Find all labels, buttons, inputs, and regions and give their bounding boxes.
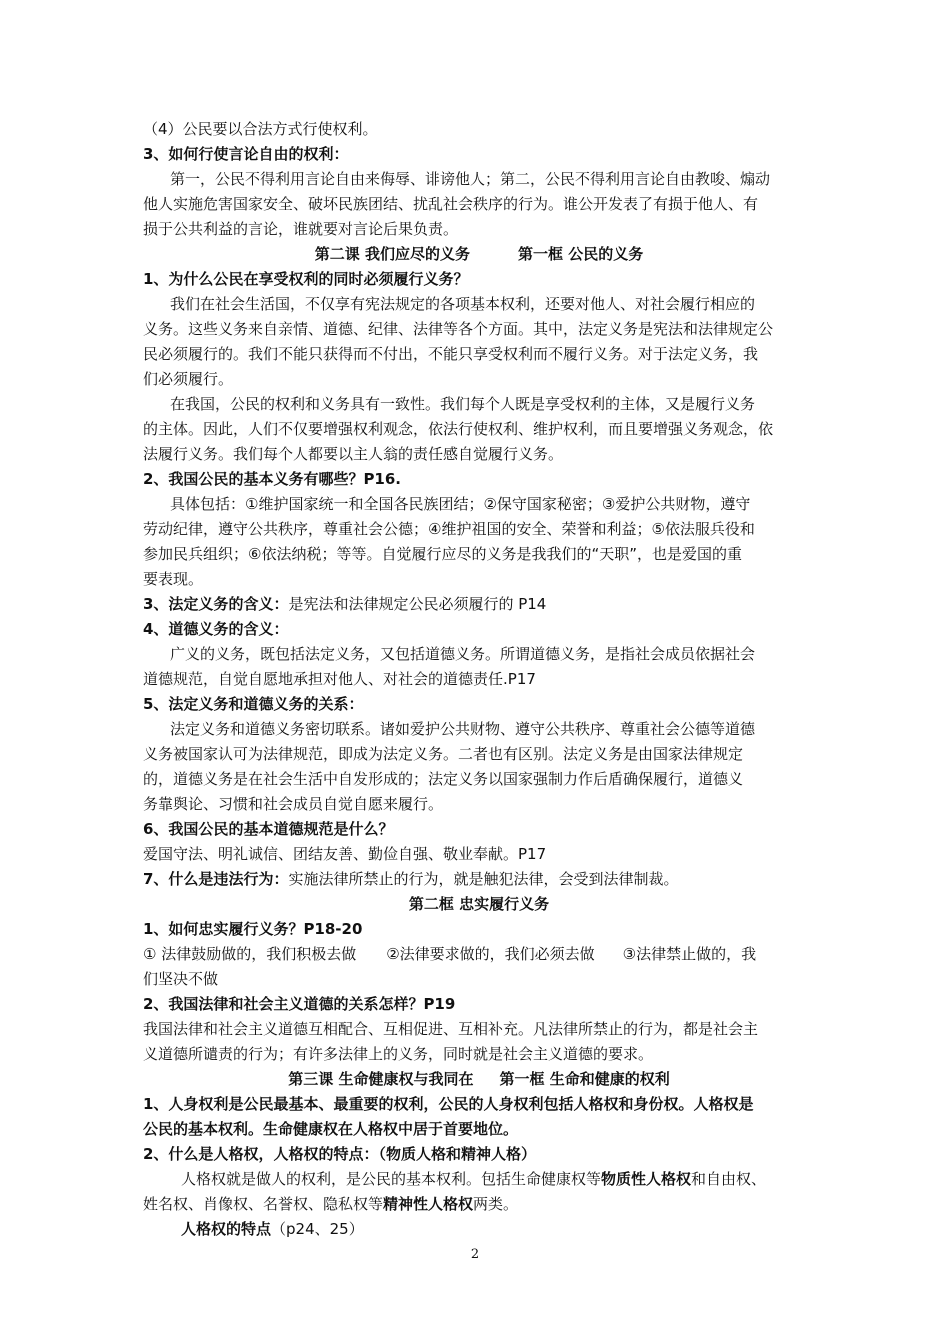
frame-title: 第一框 生命和健康的权利 [499,1070,670,1088]
question-heading: 1、为什么公民在享受权利的同时必须履行义务？ [143,270,469,288]
lesson-title: 第三课 生命健康权与我同在 [288,1070,474,1088]
lesson-title: 第二课 我们应尽的义务 [314,245,470,263]
paragraph-line [143,1167,815,1192]
question-heading: 7、什么是违法行为： [143,870,289,888]
paragraph-line: 法定义务和道德义务密切联系。诸如爱护公共财物、遵守公共秩序、尊重社会公德等道德 [170,720,756,738]
paragraph-line: 义务。这些义务来自亲情、道德、纪律、法律等各个方面。其中，法定义务是宪法和法律规定公 [143,320,774,338]
document-body [143,117,815,1242]
paragraph-line: 他人实施危害国家安全、破坏民族团结、扰乱社会秩序的行为。谁公开发表了有损于他人、有 [143,195,759,213]
paragraph-line: 务靠舆论、习惯和社会成员自觉自愿来履行。 [143,795,444,813]
paragraph-line: 在我国，公民的权利和义务具有一致性。我们每个人既是享受权利的主体，又是履行义务 [170,395,756,413]
paragraph-line: 的主体。因此，人们不仅要增强权利观念，依法行使权利、维护权利，而且要增强义务观念，依 [143,420,774,438]
page-number: 2 [470,1247,480,1262]
paragraph-line: 要表现。 [143,570,204,588]
paragraph-line: 损于公共利益的言论，谁就要对言论后果负责。 [143,220,459,238]
paragraph-line: 道德规范，自觉自愿地承担对他人、对社会的道德责任.P17 [143,670,536,688]
question-line [143,592,815,617]
question-heading: 2、我国公民的基本义务有哪些？P16. [143,470,402,488]
list-item: ① 法律鼓励做的，我们积极去做 [143,945,357,963]
paragraph-line: 义道德所谴责的行为；有许多法律上的义务，同时就是社会主义道德的要求。 [143,1045,654,1063]
section-title [143,1067,815,1092]
question-heading: 5、法定义务和道德义务的关系： [143,695,364,713]
paragraph-line [143,1217,815,1242]
paragraph-line [143,1192,815,1217]
paragraph-line: 的，道德义务是在社会生活中自发形成的；法定义务以国家强制力作后盾确保履行，道德义 [143,770,744,788]
question-heading: 6、我国公民的基本道德规范是什么？ [143,820,394,838]
paragraph-line: 我国法律和社会主义道德互相配合、互相促进、互相补充。凡法律所禁止的行为，都是社会主 [143,1020,759,1038]
bold-term: 精神性人格权 [383,1195,474,1213]
paragraph-line: 劳动纪律，遵守公共秩序，尊重社会公德；④维护祖国的安全、荣誉和利益；⑤依法服兵役和 [143,520,755,538]
paragraph-line: 具体包括：①维护国家统一和全国各民族团结；②保守国家秘密；③爱护公共财物，遵守 [170,495,751,513]
bold-term: 物质性人格权 [601,1170,692,1188]
paragraph-line: 第一，公民不得利用言论自由来侮辱、诽谤他人；第二，公民不得利用言论自由教唆、煽动 [170,170,771,188]
paragraph-line: 法履行义务。我们每个人都要以主人翁的责任感自觉履行义务。 [143,445,564,463]
question-heading: 3、如何行使言论自由的权利： [143,145,349,163]
question-heading: 3、法定义务的含义： [143,595,289,613]
text-run: 人格权就是做人的权利，是公民的基本权利。包括生命健康权等 [181,1170,602,1188]
section-title [143,242,815,267]
paragraph-line: 参加民兵组织；⑥依法纳税；等等。自觉履行应尽的义务是我我们的“天职”，也是爱国的重 [143,545,742,563]
paragraph-line: 我们在社会生活国，不仅享有宪法规定的各项基本权利，还要对他人、对社会履行相应的 [170,295,756,313]
paragraph-line: 民必须履行的。我们不能只获得而不付出，不能只享受权利而不履行义务。对于法定义务，我 [143,345,759,363]
list-item: ②法律要求做的，我们必须去做 [386,945,595,963]
question-heading: 1、如何忠实履行义务？P18-20 [143,920,363,938]
paragraph-line: 爱国守法、明礼诚信、团结友善、勤俭自强、敬业奉献。P17 [143,845,547,863]
bold-paragraph-line: 公民的基本权利。生命健康权在人格权中居于首要地位。 [143,1120,519,1138]
paragraph-line: 们坚决不做 [143,970,219,988]
paragraph-line: 们必须履行。 [143,370,234,388]
paragraph-line: 广义的义务，既包括法定义务，又包括道德义务。所谓道德义务，是指社会成员依据社会 [170,645,756,663]
question-heading: 2、什么是人格权，人格权的特点：（物质人格和精神人格） [143,1145,536,1163]
paragraph-line [143,942,815,967]
text-run: 和自由权、 [691,1170,767,1188]
answer-text: 实施法律所禁止的行为，就是触犯法律，会受到法律制裁。 [288,870,679,888]
question-line [143,867,815,892]
text-run: （p24、25） [271,1220,364,1238]
bold-paragraph-line: 1、人身权利是公民最基本、最重要的权利，公民的人身权利包括人格权和身份权。人格权是 [143,1095,754,1113]
text-run: 姓名权、肖像权、名誉权、隐私权等 [143,1195,384,1213]
answer-text: 是宪法和法律规定公民必须履行的 P14 [288,595,547,613]
text-run: 两类。 [473,1195,519,1213]
question-heading: 2、我国法律和社会主义道德的关系怎样？P19 [143,995,456,1013]
paragraph-line: 义务被国家认可为法律规范，即成为法定义务。二者也有区别。法定义务是由国家法律规定 [143,745,744,763]
frame-title: 第二框 忠实履行义务 [408,895,550,913]
list-item: ③法律禁止做的，我 [622,945,757,963]
question-heading: 4、道德义务的含义： [143,620,289,638]
text-line: （4）公民要以合法方式行使权利。 [143,120,378,138]
bold-term: 人格权的特点 [181,1220,272,1238]
frame-title: 第一框 公民的义务 [518,245,644,263]
